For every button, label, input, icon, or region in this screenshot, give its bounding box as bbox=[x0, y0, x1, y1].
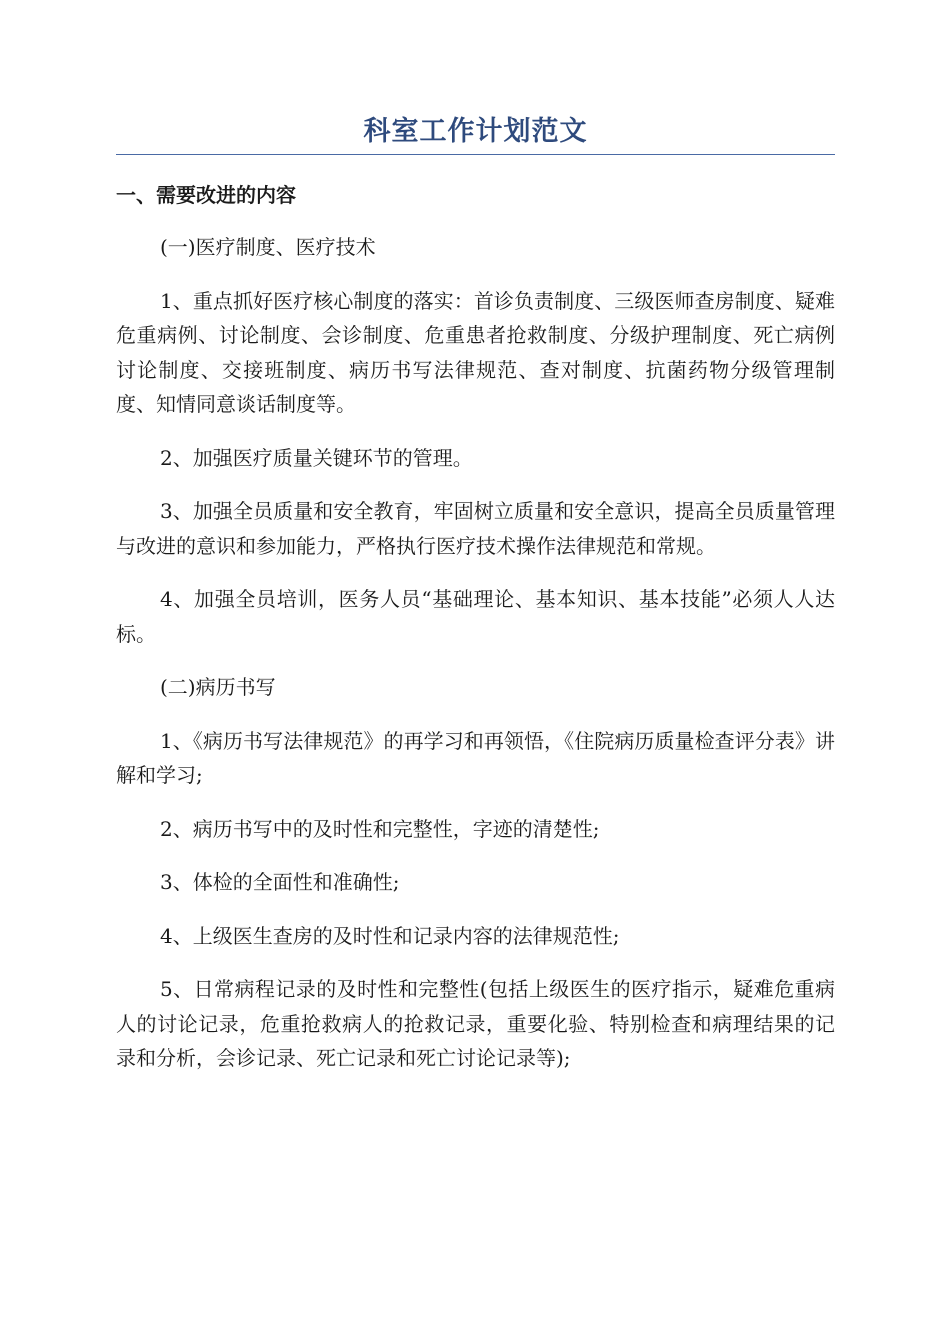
paragraph-1-3: 3、加强全员质量和安全教育，牢固树立质量和安全意识，提高全员质量管理与改进的意识和参加能力，严格执行医疗技术操作法律规范和常规。 bbox=[116, 499, 835, 558]
title-divider bbox=[116, 154, 835, 155]
paragraph-2-3: 3、体检的全面性和准确性; bbox=[160, 870, 400, 894]
document-page bbox=[116, 110, 835, 1076]
paragraph-2-2: 2、病历书写中的及时性和完整性，字迹的清楚性; bbox=[160, 816, 600, 841]
paragraph-1-2: 2、加强医疗质量关键环节的管理。 bbox=[160, 445, 473, 470]
paragraph-2-4: 4、上级医生查房的及时性和记录内容的法律规范性; bbox=[160, 923, 620, 948]
paragraph-1-4: 4、加强全员培训，医务人员“基础理论、基本知识、基本技能”必须人人达标。 bbox=[116, 587, 835, 646]
paragraph-2-5: 5、日常病程记录的及时性和完整性(包括上级医生的医疗指示，疑难危重病人的讨论记录，危重抢救病人的抢救记录，重要化验、特别检查和病理结果的记录和分析，会诊记录、死亡记录和死亡讨论记录等); bbox=[116, 977, 835, 1070]
subsection-heading-1: (一)医疗制度、医疗技术 bbox=[160, 235, 376, 259]
paragraph-2-1: 1、《病历书写法律规范》的再学习和再领悟，《住院病历质量检查评分表》讲解和学习; bbox=[116, 728, 835, 787]
section-heading-1: 一、需要改进的内容 bbox=[116, 183, 296, 207]
document-title: 科室工作计划范文 bbox=[363, 116, 588, 147]
paragraph-1-1: 1、重点抓好医疗核心制度的落实：首诊负责制度、三级医师查房制度、疑难危重病例、讨论制度、会诊制度、危重患者抢救制度、分级护理制度、死亡病例讨论制度、交接班制度、病历书写法律规范、查对制度、抗菌药物分级管理制度、知情同意谈话制度等。 bbox=[116, 288, 835, 416]
subsection-heading-2: (二)病历书写 bbox=[160, 675, 276, 699]
